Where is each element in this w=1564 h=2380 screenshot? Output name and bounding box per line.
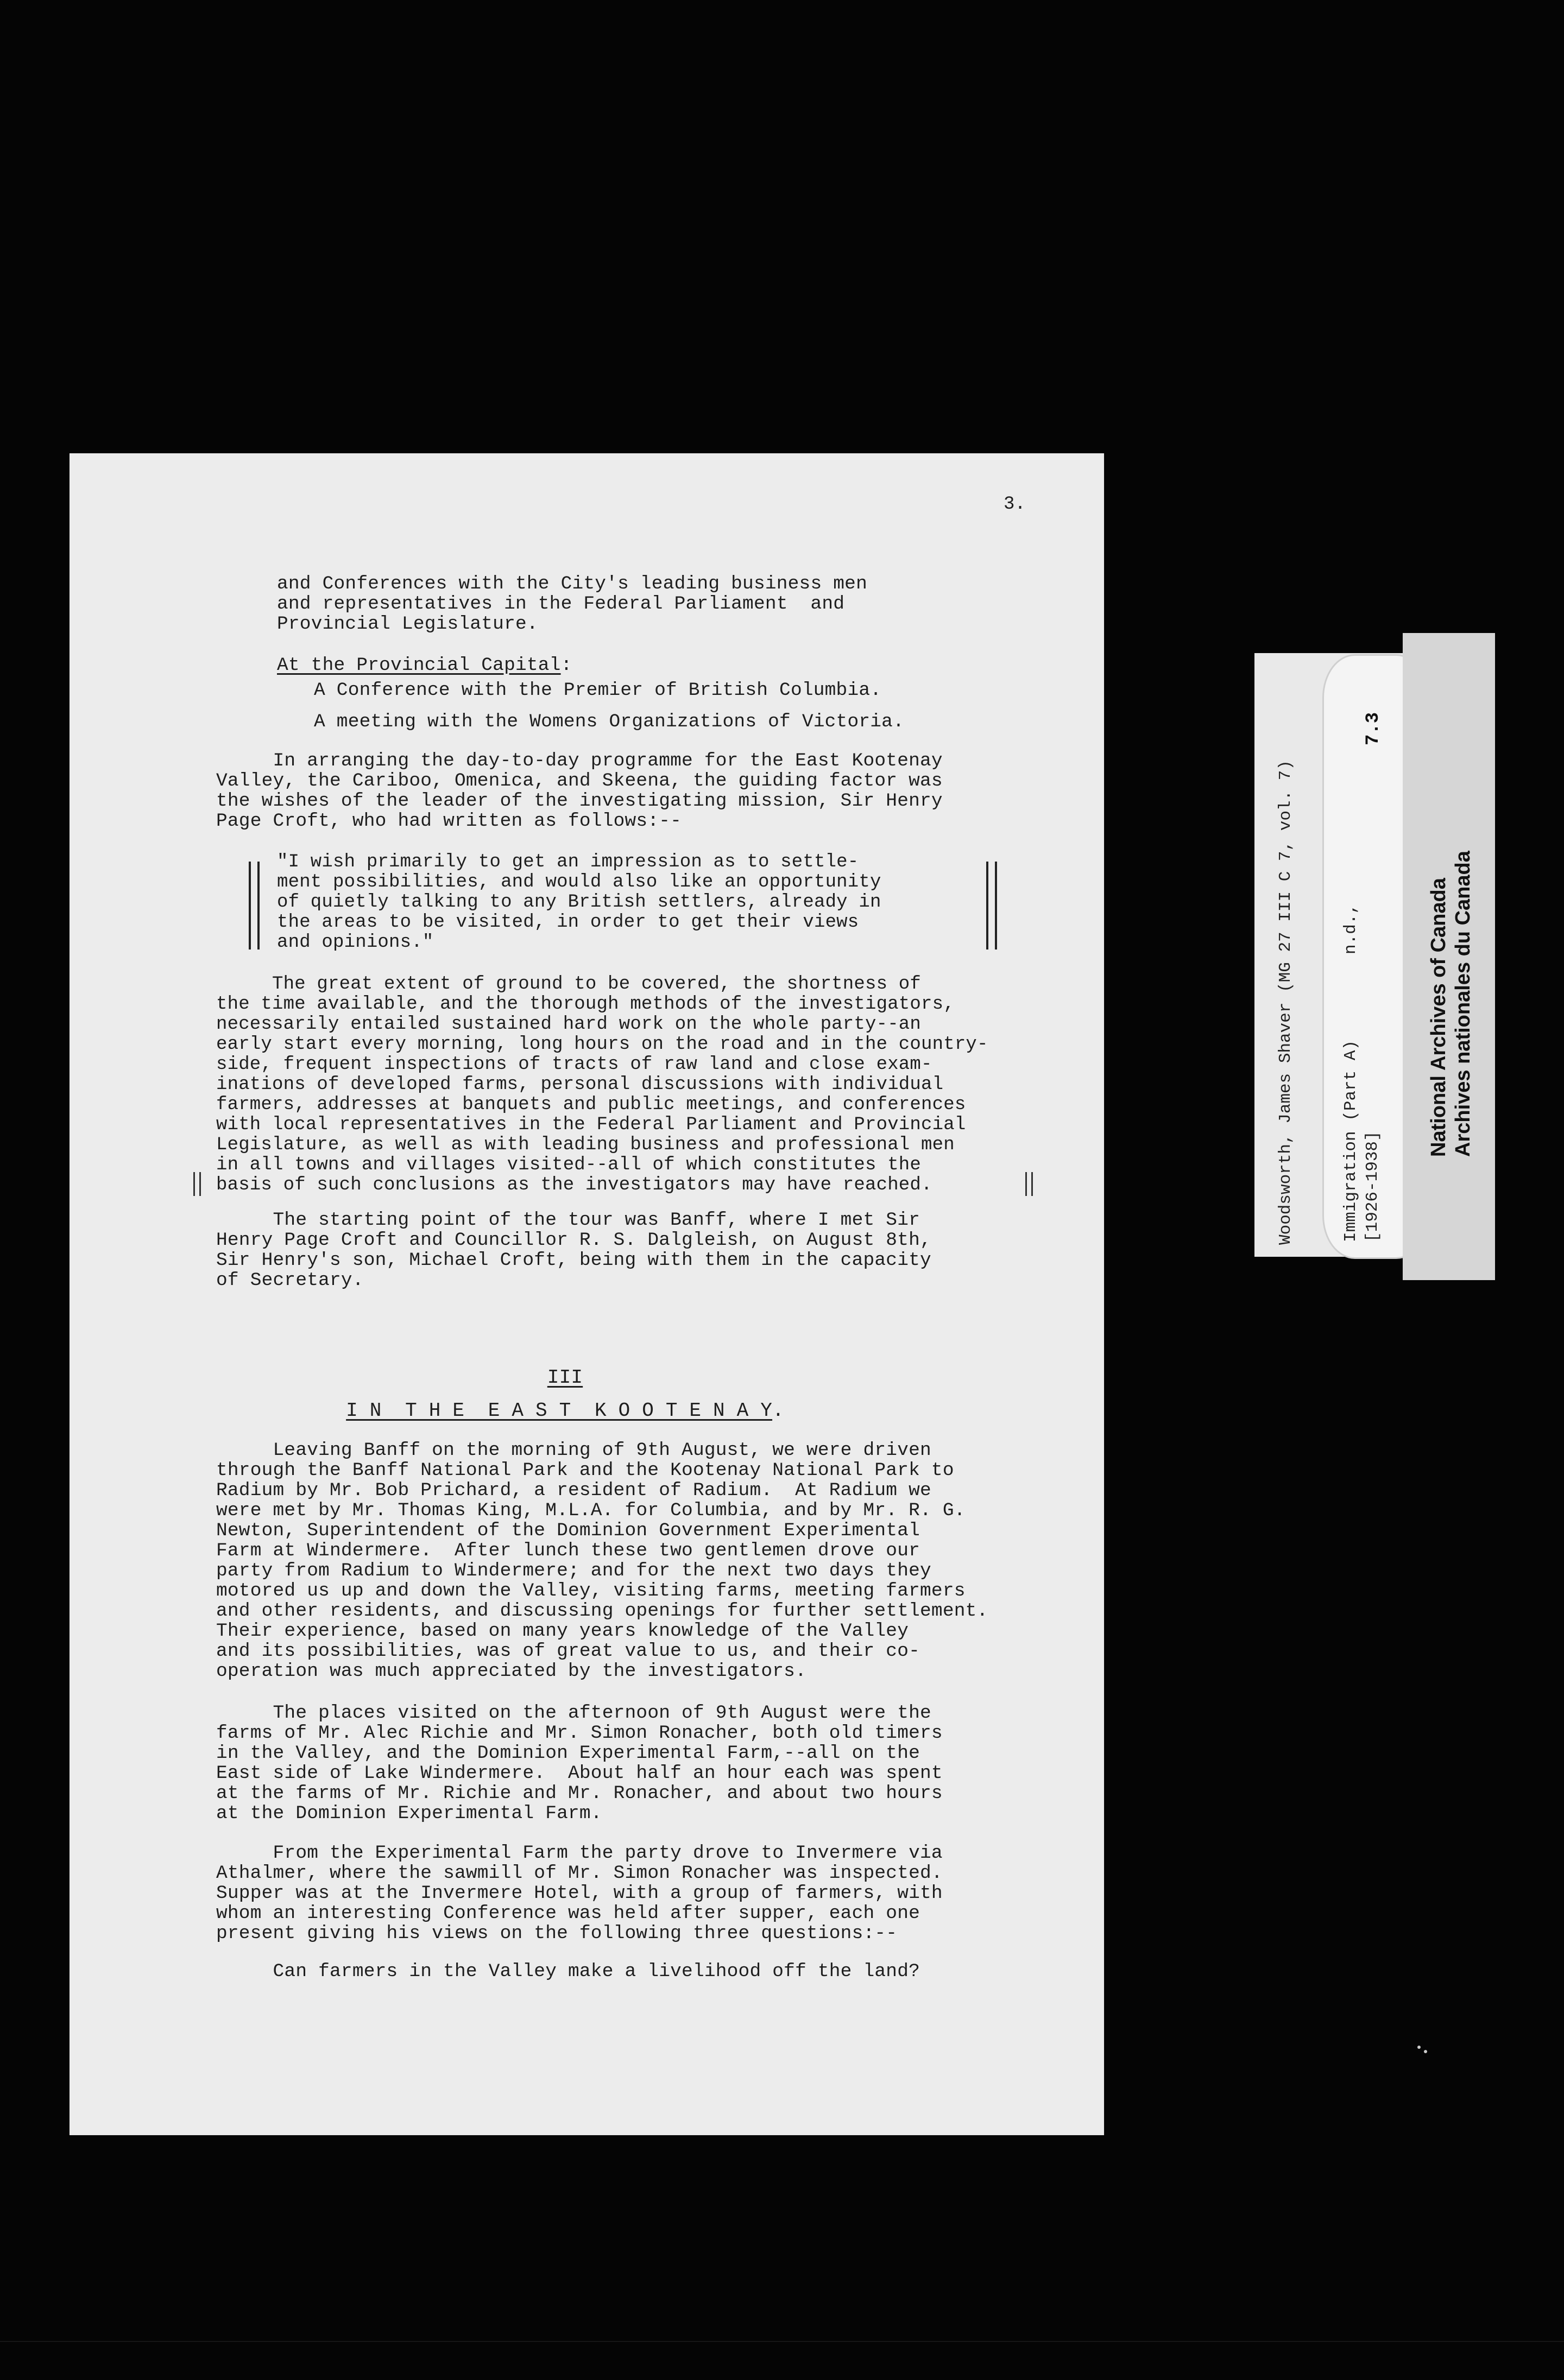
paragraph-question: Can farmers in the Valley make a livelihood off the land?: [216, 1961, 920, 1982]
section-title-period: .: [772, 1400, 784, 1422]
institution-name-en: National Archives of Canada: [1427, 878, 1450, 1157]
scan-speck: [1424, 2050, 1427, 2053]
section-number: III: [547, 1366, 583, 1389]
document-page: [70, 453, 1104, 2135]
collection-reference: Woodsworth, James Shaver (MG 27 III C 7, vol. 7): [1276, 760, 1295, 1245]
right-margin-mark: [1025, 1172, 1033, 1196]
paragraph-leaving-banff: Leaving Banff on the morning of 9th August, we were driven through the Banff National Park and the Kootenay National Park to Radium by Mr. Bob Prichard, a resident of Radium. At Radium we were met by Mr. Thomas King, M.L.A. for Columbia, and by Mr. R. G. Newton, Superintendent of the Dominion Government Experimental Farm at Windermere. After lunch these two gentlemen drove our party from Radium to Windermere; and for the next two days they motored us up and down the Valley, visiting farms, meeting farmers and other residents, and discussing openings for further settlement. Their experience, based on many years knowledge of the Valley and its possibilities, was of great value to us, and their co- operation was much appreciated by the investigators.: [216, 1440, 988, 1682]
capital-list-item-1: A Conference with the Premier of British Columbia.: [314, 680, 882, 701]
quote-right-bar: [986, 862, 997, 950]
file-years: [1926-1938]: [1363, 1131, 1382, 1242]
quoted-letter: "I wish primarily to get an impression as to settle- ment possibilities, and would also like an opportunity of quietly talking to any British settlers, already in the areas to be visited, in order to get their views and opinions.": [277, 852, 881, 953]
scan-edge-line: [0, 2341, 1564, 2342]
section-title: [48, 1400, 1082, 1422]
national-archives-band: [1403, 633, 1495, 1280]
provincial-capital-heading: [277, 655, 572, 675]
provincial-capital-heading-text: At the Provincial Capital: [277, 655, 561, 676]
file-number: 7.3: [1363, 712, 1384, 745]
paragraph-programme: In arranging the day-to-day programme for the East Kootenay Valley, the Cariboo, Omenica, and Skeena, the guiding factor was the wishes of the leader of the investigating mission, Sir Henry Page Croft, who had written as follows:--: [216, 750, 943, 832]
paragraph-places-visited: The places visited on the afternoon of 9th August were the farms of Mr. Alec Richie and Mr. Simon Ronacher, both old timers in the Valley, and the Dominion Experimental Farm,--all on the East side of Lake Windermere. About half an hour each was spent at the farms of Mr. Richie and Mr. Ronacher, and about two hours at the Dominion Experimental Farm.: [216, 1702, 943, 1824]
provincial-capital-heading-colon: :: [560, 655, 572, 676]
institution-name-fr: Archives nationales du Canada: [1452, 851, 1474, 1157]
paragraph-extent: The great extent of ground to be covered, the shortness of the time available, and the thorough methods of the investigators, necessarily entailed sustained hard work on the whole party--an early start every morning, long hours on the road and in the country- side, frequent inspections of tracts of raw land and close exam- inations of developed farms, personal discussions with individual farmers, addresses at banquets and public meetings, and conferences with local representatives in the Federal Parliament and Provincial Legislature, as well as with leading business and professional men in all towns and villages visited--all of which constitutes the basis of such conclusions as the investigators may have reached.: [216, 974, 988, 1195]
left-margin-mark: [193, 1172, 201, 1196]
section-title-text: I N T H E E A S T K O O T E N A Y: [346, 1400, 773, 1422]
paragraph-conferences: and Conferences with the City's leading business men and representatives in the Federal Parliament and Provincial Legislature.: [277, 573, 867, 635]
scan-speck: [1417, 2046, 1421, 2049]
paragraph-starting-point: The starting point of the tour was Banff, where I met Sir Henry Page Croft and Councillor R. S. Dalgleish, on August 8th, Sir Henry's son, Michael Croft, being with them in the capacity of Secretary.: [216, 1210, 931, 1291]
file-title: Immigration (Part A): [1341, 1040, 1360, 1242]
page-number: 3.: [1004, 494, 1026, 515]
capital-list-item-2: A meeting with the Womens Organizations of Victoria.: [314, 711, 904, 732]
quote-left-bar: [249, 862, 260, 950]
paragraph-experimental-farm: From the Experimental Farm the party drove to Invermere via Athalmer, where the sawmill of Mr. Simon Ronacher was inspected. Supper was at the Invermere Hotel, with a group of farmers, with whom an interesting Conference was held after supper, each one present giving his views on the following three questions:--: [216, 1843, 943, 1944]
date-note: n.d.,: [1341, 903, 1360, 954]
